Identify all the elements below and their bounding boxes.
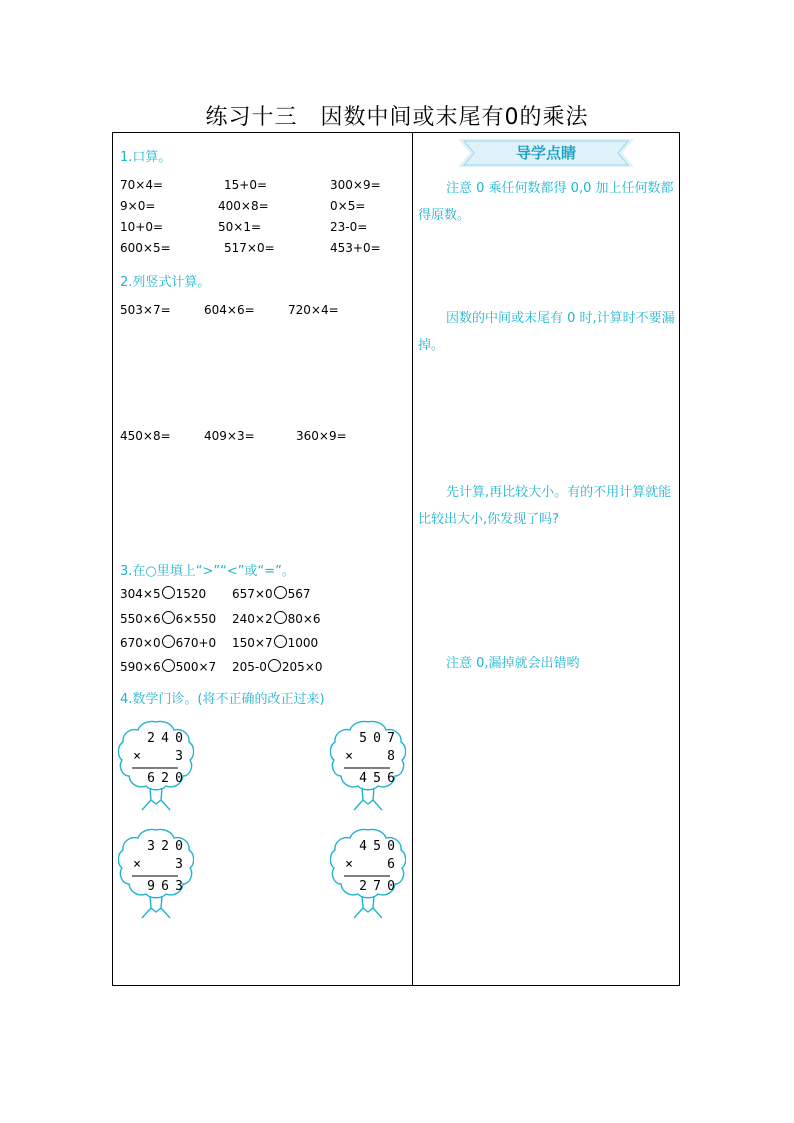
- answer-circle[interactable]: [274, 611, 287, 624]
- guide-tip-2: 因数的中间或末尾有 0 时,计算时不要漏掉。: [418, 311, 675, 353]
- diagnosis-tree-3: [118, 826, 194, 922]
- oral-item: 300×9=: [330, 178, 381, 192]
- product-digit: 9: [147, 879, 155, 894]
- oral-item: 50×1=: [218, 220, 262, 234]
- product-digit: 6: [147, 771, 155, 786]
- section-3-title: 3.在○里填上“>”“<”或“=”。: [120, 564, 295, 579]
- product-digit: 5: [373, 771, 381, 786]
- multiplier-digit: 3: [175, 749, 183, 764]
- product-digit: 6: [387, 771, 395, 786]
- column-divider: [412, 132, 413, 986]
- multiplier-digit: 6: [387, 857, 395, 872]
- times-sign: ×: [345, 857, 353, 872]
- section-2-title: 2.列竖式计算。: [120, 275, 211, 290]
- answer-circle[interactable]: [162, 635, 175, 648]
- oral-item: 70×4=: [120, 178, 164, 192]
- guide-banner-title: 导学点睛: [515, 144, 576, 162]
- vertical-item: 360×9=: [296, 429, 347, 443]
- diagnosis-tree-4: [330, 826, 406, 922]
- compare-item: [120, 586, 206, 601]
- compare-right: 80×6: [287, 612, 321, 626]
- compare-left: 150×7: [232, 636, 273, 650]
- answer-circle[interactable]: [268, 659, 281, 672]
- product-digit: 0: [175, 771, 183, 786]
- diagnosis-tree-2: [330, 718, 406, 814]
- answer-circle[interactable]: [274, 586, 287, 599]
- vertical-item: 720×4=: [288, 303, 339, 317]
- multiplicand-digit: 2: [147, 731, 155, 746]
- multiplicand-digit: 0: [387, 839, 395, 854]
- compare-item: [120, 611, 216, 626]
- product-digit: 4: [359, 771, 367, 786]
- oral-item: 0×5=: [330, 199, 366, 213]
- vertical-item: 450×8=: [120, 429, 171, 443]
- times-sign: ×: [133, 857, 141, 872]
- guide-tip-4: 注意 0,漏掉就会出错哟: [446, 656, 580, 671]
- page-title: 练习十三 因数中间或末尾有0的乘法: [205, 105, 589, 130]
- answer-circle[interactable]: [162, 586, 175, 599]
- answer-circle[interactable]: [162, 659, 175, 672]
- compare-left: 657×0: [232, 587, 273, 601]
- compare-right: 567: [287, 587, 311, 601]
- oral-item: 9×0=: [120, 199, 156, 213]
- compare-left: 205-0: [232, 660, 267, 674]
- times-sign: ×: [133, 749, 141, 764]
- oral-item: 10+0=: [120, 220, 164, 234]
- compare-right: 500×7: [175, 660, 217, 674]
- compare-right: 1520: [175, 587, 207, 601]
- multiplicand-digit: 2: [161, 839, 169, 854]
- multiplicand-digit: 3: [147, 839, 155, 854]
- product-digit: 2: [161, 771, 169, 786]
- multiplier-digit: 3: [175, 857, 183, 872]
- multiplier-digit: 8: [387, 749, 395, 764]
- multiplicand-digit: 0: [175, 839, 183, 854]
- times-sign: ×: [345, 749, 353, 764]
- diagnosis-tree-1: [118, 718, 194, 814]
- compare-right: 6×550: [175, 612, 217, 626]
- compare-item: [232, 635, 318, 650]
- oral-item: 453+0=: [330, 241, 381, 255]
- compare-item: [120, 635, 216, 650]
- product-digit: 3: [175, 879, 183, 894]
- compare-left: 304×5: [120, 587, 161, 601]
- guide-tip-3: 先计算,再比较大小。有的不用计算就能比较出大小,你发现了吗?: [418, 485, 672, 527]
- vertical-item: 604×6=: [204, 303, 255, 317]
- multiplicand-digit: 5: [359, 731, 367, 746]
- oral-item: 15+0=: [224, 178, 268, 192]
- oral-item: 400×8=: [218, 199, 269, 213]
- vertical-item: 503×7=: [120, 303, 171, 317]
- guide-tip-1: 注意 0 乘任何数都得 0,0 加上任何数都得原数。: [418, 181, 674, 223]
- compare-left: 670×0: [120, 636, 161, 650]
- multiplicand-digit: 4: [359, 839, 367, 854]
- compare-right: 1000: [287, 636, 319, 650]
- section-1-title: 1.口算。: [120, 150, 172, 165]
- product-digit: 2: [359, 879, 367, 894]
- product-digit: 7: [373, 879, 381, 894]
- product-digit: 6: [161, 879, 169, 894]
- multiplicand-digit: 0: [373, 731, 381, 746]
- answer-circle[interactable]: [162, 611, 175, 624]
- oral-item: 23-0=: [330, 220, 368, 234]
- compare-item: [232, 659, 322, 674]
- section-4-title: 4.数学门诊。(将不正确的改正过来): [120, 692, 325, 707]
- multiplicand-digit: 5: [373, 839, 381, 854]
- multiplicand-digit: 4: [161, 731, 169, 746]
- answer-circle[interactable]: [274, 635, 287, 648]
- vertical-item: 409×3=: [204, 429, 255, 443]
- compare-right: 670+0: [175, 636, 217, 650]
- compare-left: 240×2: [232, 612, 273, 626]
- compare-item: [232, 611, 321, 626]
- compare-right: 205×0: [281, 660, 323, 674]
- multiplicand-digit: 7: [387, 731, 395, 746]
- compare-left: 550×6: [120, 612, 161, 626]
- compare-item: [120, 659, 216, 674]
- compare-left: 590×6: [120, 660, 161, 674]
- product-digit: 0: [387, 879, 395, 894]
- multiplicand-digit: 0: [175, 731, 183, 746]
- compare-item: [232, 586, 311, 601]
- oral-item: 517×0=: [224, 241, 275, 255]
- oral-item: 600×5=: [120, 241, 171, 255]
